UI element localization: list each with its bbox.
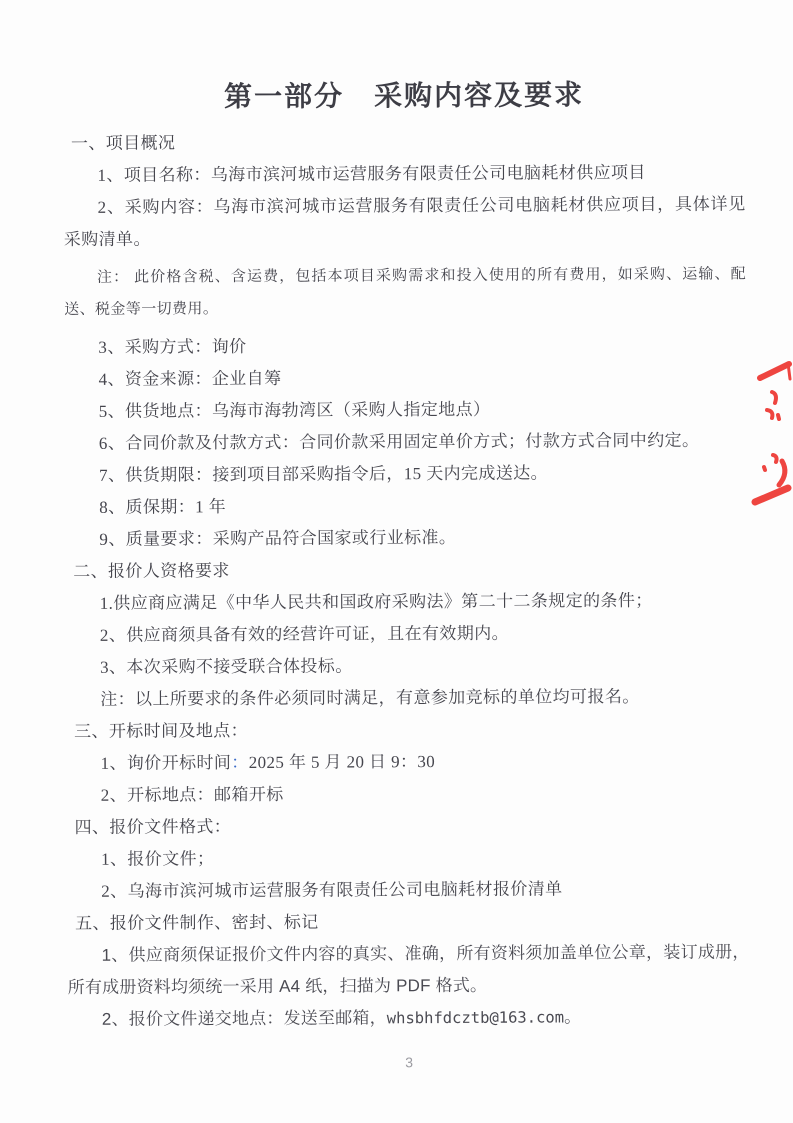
para-file-making: 1、供应商须保证报价文件内容的真实、准确，所有资料须加盖单位公章，装订成册，所有成册资料均须统一采用 A4 纸，扫描为 PDF 格式。: [67, 942, 750, 997]
para-project-name: 1、项目名称：乌海市滨河城市运营服务有限责任公司电脑耗材供应项目: [97, 162, 646, 185]
section-5-header: 五、报价文件制作、密封、标记: [74, 912, 319, 933]
scanned-text-block: [63, 78, 750, 1080]
para-warranty: 8、质保期：1 年: [99, 497, 227, 517]
delivery-suffix: 。: [564, 1007, 582, 1027]
para-procurement-content: 2、采购内容：乌海市滨河城市运营服务有限责任公司电脑耗材供应项目，具体详见采购清单。: [63, 194, 746, 249]
para-bid-opening-place: 2、开标地点：邮箱开标: [100, 784, 284, 805]
bid-time-colon: ：: [231, 753, 249, 773]
bid-time-label: 1、询价开标时间: [100, 753, 232, 773]
para-bid-opening-time: [66, 744, 748, 780]
delivery-email: whsbhfdcztb@163.com: [386, 1008, 565, 1028]
bid-time-value: 2025 年 5 月 20 日 9：30: [248, 752, 436, 773]
para-delivery-period: 7、供货期限：接到项目部采购指令后，15 天内完成送达。: [99, 463, 549, 485]
para-quote-file: 1、报价文件；: [101, 849, 215, 869]
para-procurement-method: 3、采购方式：询价: [98, 337, 247, 357]
para-funding-source: 4、资金来源：企业自筹: [98, 368, 282, 389]
para-file-delivery: [68, 1000, 750, 1036]
para-supplier-condition-3: 3、本次采购不接受联合体投标。: [100, 656, 353, 677]
red-ink-marks-icon: [747, 355, 793, 513]
para-qualification-note: 注：以上所要求的条件必须同时满足，有意参加竞标的单位均可报名。: [100, 686, 640, 709]
para-quote-list: 2、乌海市滨河城市运营服务有限责任公司电脑耗材报价清单: [101, 879, 563, 901]
section-1-header: 一、项目概况: [70, 133, 176, 153]
para-supplier-condition-2: 2、供应商须具备有效的经营许可证，且在有效期内。: [99, 623, 510, 645]
para-quality-requirement: 9、质量要求：采购产品符合国家或行业标准。: [99, 527, 457, 549]
page-number: 3: [405, 1054, 414, 1071]
para-price-note: 注： 此价格含税、含运费，包括本项目采购需求和投入使用的所有费用，如采购、运输、配送、税金等一切费用。: [64, 266, 747, 318]
delivery-text: 2、报价文件递交地点：发送至邮箱，: [101, 1008, 387, 1029]
section-4-header: 四、报价文件格式：: [74, 817, 232, 837]
section-2-header: 二、报价人资格要求: [73, 561, 230, 581]
para-supplier-condition-1: 1.供应商应满足《中华人民共和国政府采购法》第二十二条规定的条件；: [99, 590, 653, 613]
page-title: 第一部分 采购内容及要求: [223, 80, 585, 114]
para-delivery-location: 5、供货地点：乌海市海勃湾区（采购人指定地点）: [98, 399, 491, 421]
section-3-header: 三、开标时间及地点：: [73, 721, 249, 741]
para-contract-price: 6、合同价款及付款方式：合同价款采用固定单价方式；付款方式合同中约定。: [98, 430, 700, 453]
